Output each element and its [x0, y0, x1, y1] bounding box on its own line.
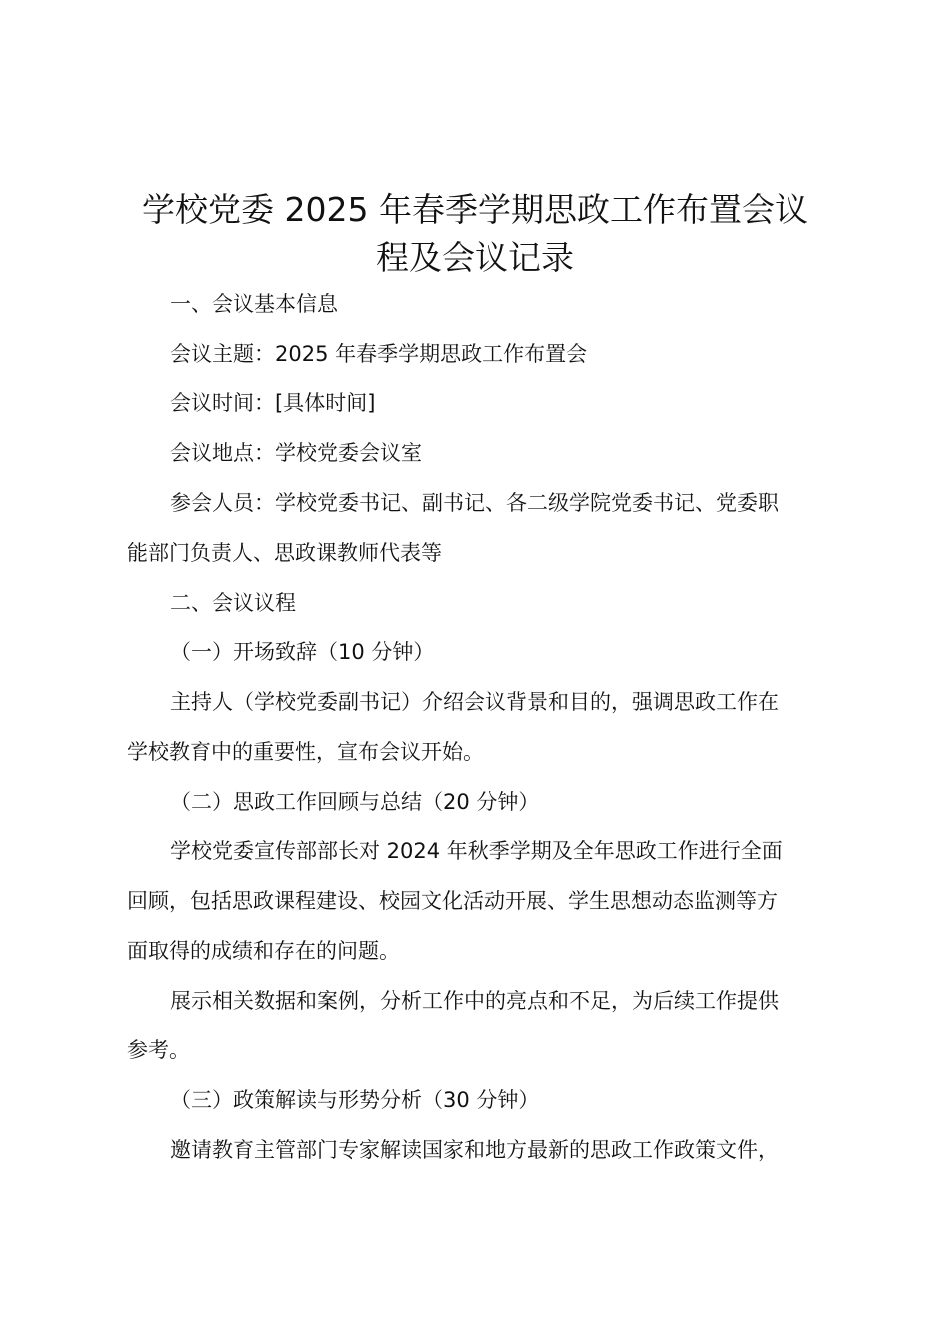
meeting-topic: 会议主题：2025 年春季学期思政工作布置会 [170, 342, 588, 366]
attendees-line-1: 参会人员：学校党委书记、副书记、各二级学院党委书记、党委职 [170, 491, 779, 515]
agenda-item-1-text-line-1: 主持人（学校党委副书记）介绍会议背景和目的，强调思政工作在 [170, 690, 779, 714]
attendees-line-2: 能部门负责人、思政课教师代表等 [127, 541, 442, 565]
agenda-item-2-heading: （二）思政工作回顾与总结（20 分钟） [170, 790, 540, 814]
section-heading-agenda: 二、会议议程 [170, 591, 296, 615]
document-title-line-1: 学校党委 2025 年春季学期思政工作布置会议 [142, 190, 808, 229]
agenda-item-2-text-line-1: 学校党委宣传部部长对 2024 年秋季学期及全年思政工作进行全面 [170, 839, 783, 863]
agenda-item-3-heading: （三）政策解读与形势分析（30 分钟） [170, 1088, 540, 1112]
agenda-item-2-text-line-4: 展示相关数据和案例，分析工作中的亮点和不足，为后续工作提供 [170, 989, 779, 1013]
agenda-item-1-heading: （一）开场致辞（10 分钟） [170, 640, 435, 664]
meeting-location: 会议地点：学校党委会议室 [170, 441, 422, 465]
agenda-item-2-text-line-2: 回顾，包括思政课程建设、校园文化活动开展、学生思想动态监测等方 [127, 889, 778, 913]
agenda-item-3-text-line-1: 邀请教育主管部门专家解读国家和地方最新的思政工作政策文件， [170, 1138, 779, 1162]
agenda-item-1-text-line-2: 学校教育中的重要性，宣布会议开始。 [127, 740, 484, 764]
agenda-item-2-text-line-3: 面取得的成绩和存在的问题。 [127, 939, 400, 963]
meeting-time: 会议时间：[具体时间] [170, 391, 376, 415]
document-title-line-2: 程及会议记录 [376, 238, 574, 277]
section-heading-basic-info: 一、会议基本信息 [170, 292, 338, 316]
agenda-item-2-text-line-5: 参考。 [127, 1038, 190, 1062]
